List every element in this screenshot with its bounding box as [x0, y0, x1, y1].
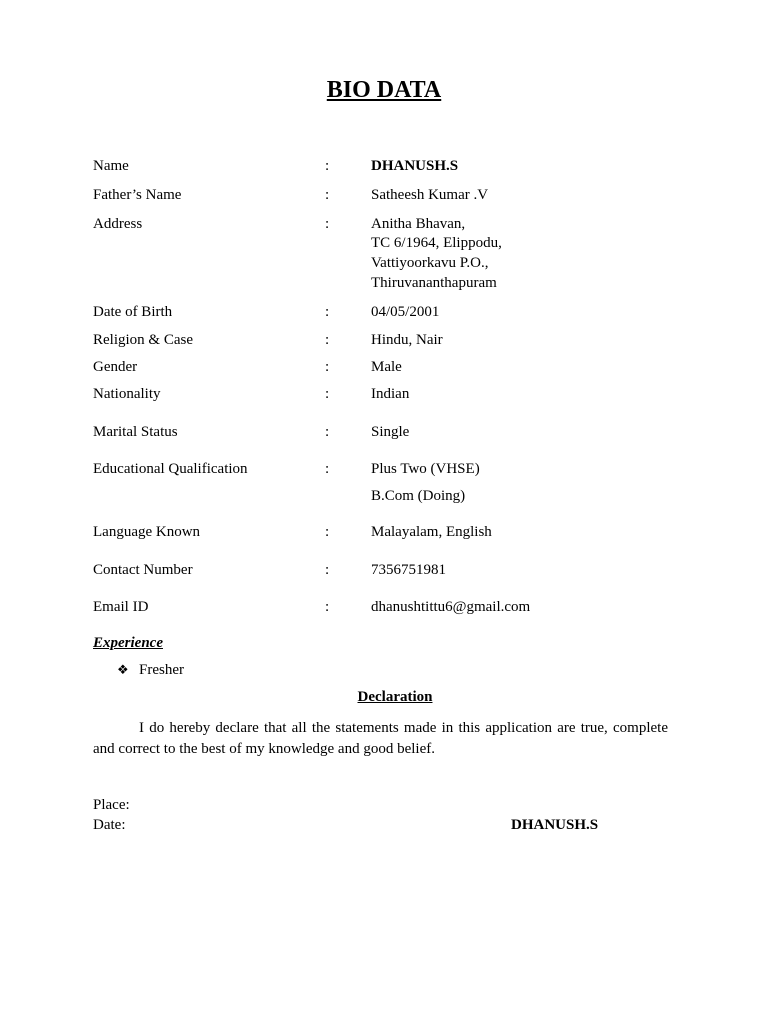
field-value-address-line-1: Anitha Bhavan,: [371, 216, 466, 232]
experience-heading: Experience: [93, 635, 163, 651]
diamond-bullet-icon: ❖: [117, 662, 129, 677]
field-colon: :: [325, 424, 330, 440]
field-label-address: Address: [93, 216, 143, 232]
field-label-contact-number: Contact Number: [93, 562, 193, 578]
field-value-gender: Male: [371, 359, 402, 375]
field-colon: :: [325, 304, 330, 320]
field-label-education: Educational Qualification: [93, 461, 248, 477]
field-colon: :: [325, 386, 330, 402]
field-value-marital-status: Single: [371, 424, 410, 440]
declaration-text: I do hereby declare that all the statements made in this application are true, complete and correct to the best of my knowledge and good belief.: [93, 720, 668, 757]
field-label-name: Name: [93, 158, 129, 174]
field-label-gender: Gender: [93, 359, 138, 375]
place-label: Place:: [93, 797, 130, 813]
field-label-date-of-birth: Date of Birth: [93, 304, 173, 320]
field-colon: :: [325, 158, 330, 174]
field-value-name: DHANUSH.S: [371, 158, 459, 174]
field-value-education-line-2: B.Com (Doing): [371, 488, 466, 504]
field-colon: :: [325, 461, 330, 477]
field-value-fathers-name: Satheesh Kumar .V: [371, 187, 489, 203]
field-label-marital-status: Marital Status: [93, 424, 178, 440]
field-label-religion: Religion & Case: [93, 332, 193, 348]
field-value-address-line-3: Vattiyoorkavu P.O.,: [371, 255, 489, 271]
field-value-education-line-1: Plus Two (VHSE): [371, 461, 480, 477]
field-colon: :: [325, 332, 330, 348]
field-colon: :: [325, 187, 330, 203]
field-value-nationality: Indian: [371, 386, 410, 402]
field-value-address-line-4: Thiruvananthapuram: [371, 275, 497, 291]
signature-name: DHANUSH.S: [511, 817, 599, 833]
field-value-address-line-2: TC 6/1964, Elippodu,: [371, 235, 502, 251]
field-colon: :: [325, 562, 330, 578]
declaration-heading: Declaration: [357, 689, 433, 705]
field-colon: :: [325, 524, 330, 540]
page-title: BIO DATA: [326, 77, 442, 103]
field-label-language: Language Known: [93, 524, 201, 540]
date-label: Date:: [93, 817, 126, 833]
experience-item: Fresher: [139, 662, 184, 678]
field-value-email: dhanushtittu6@gmail.com: [371, 599, 531, 615]
field-value-religion: Hindu, Nair: [371, 332, 443, 348]
field-value-date-of-birth: 04/05/2001: [371, 304, 440, 320]
field-label-fathers-name: Father’s Name: [93, 187, 182, 203]
field-colon: :: [325, 216, 330, 232]
field-colon: :: [325, 599, 330, 615]
field-colon: :: [325, 359, 330, 375]
field-label-nationality: Nationality: [93, 386, 161, 402]
field-value-language: Malayalam, English: [371, 524, 492, 540]
field-value-contact-number: 7356751981: [371, 562, 446, 578]
field-label-email: Email ID: [93, 599, 149, 615]
